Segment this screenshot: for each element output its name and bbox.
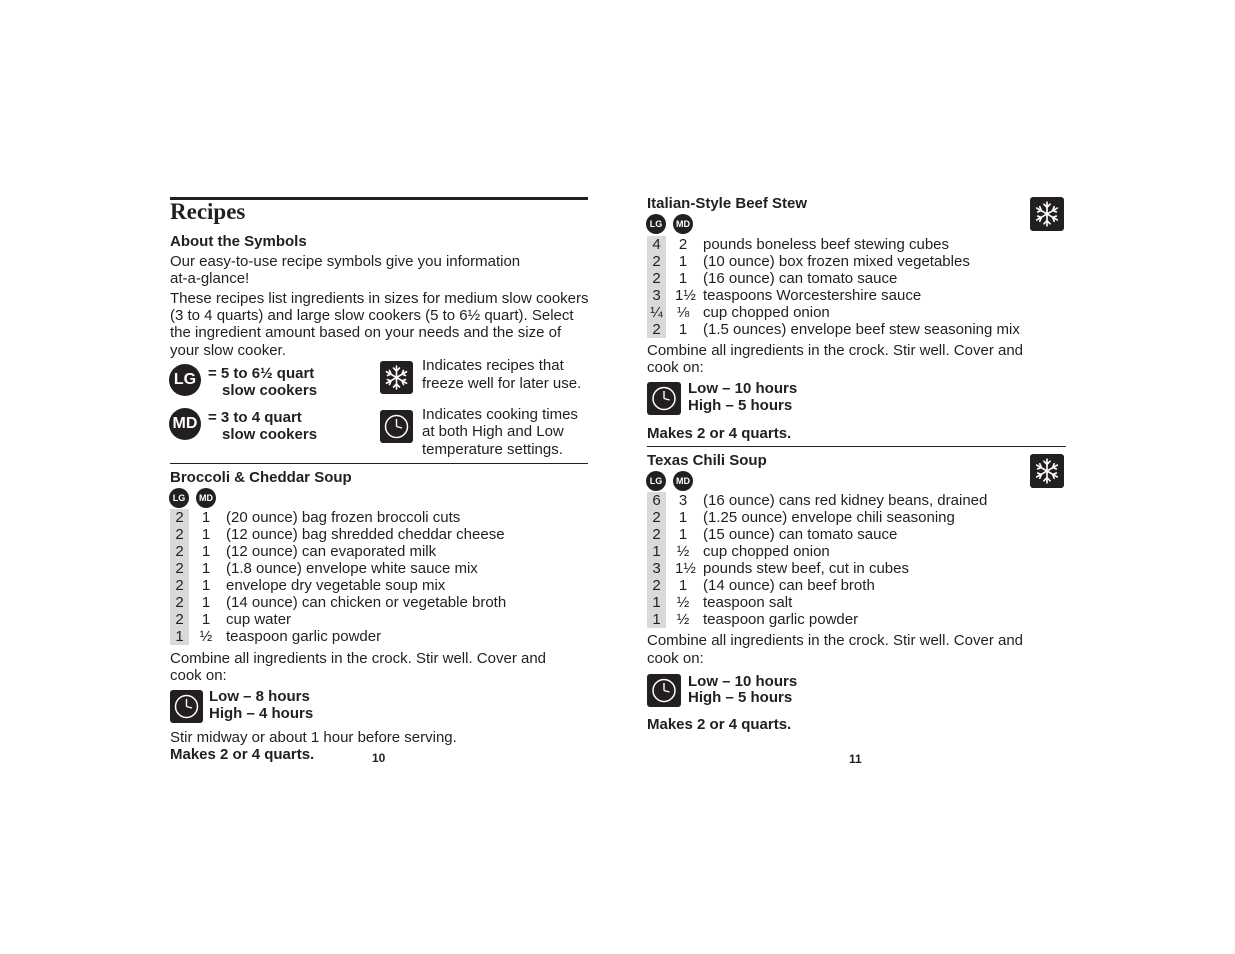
lg-legend-text: slow cookers: [222, 382, 318, 399]
instructions: Combine all ingredients in the crock. Stir well. Cover and: [647, 342, 1024, 359]
high-time: High – 5 hours: [688, 397, 793, 414]
recipe-title: Texas Chili Soup: [647, 452, 767, 469]
lg-amount: 2: [647, 253, 666, 270]
makes-quantity: Makes 2 or 4 quarts.: [647, 425, 792, 442]
md-amount: 1: [201, 611, 211, 628]
intro-line: (3 to 4 quarts) and large slow cookers (5 to 6½ quart). Select: [170, 307, 574, 324]
md-amount: ½: [676, 594, 690, 611]
md-badge-icon: MD: [196, 488, 216, 508]
page-title: Recipes: [170, 199, 246, 224]
instructions: cook on:: [647, 650, 704, 667]
ingredient-text: cup chopped onion: [703, 304, 830, 321]
intro-line: the ingredient amount based on your needs and the size of: [170, 324, 562, 341]
md-amount: 1: [201, 526, 211, 543]
ingredient-text: cup water: [226, 611, 292, 628]
makes-quantity: Makes 2 or 4 quarts.: [647, 716, 792, 733]
makes-quantity: Makes 2 or 4 quarts.: [170, 746, 315, 763]
lg-amount: 2: [647, 509, 666, 526]
clock-icon: [647, 382, 681, 415]
lg-amount: 2: [647, 321, 666, 338]
ingredient-text: (20 ounce) bag frozen broccoli cuts: [226, 509, 461, 526]
ingredient-text: pounds boneless beef stewing cubes: [703, 236, 950, 253]
ingredient-text: cup chopped onion: [703, 543, 830, 560]
md-amount: 1: [201, 594, 211, 611]
md-amount: 2: [678, 236, 688, 253]
ingredient-text: (12 ounce) can evaporated milk: [226, 543, 437, 560]
lg-amount: 2: [170, 577, 189, 594]
lg-badge-icon: LG: [169, 488, 189, 508]
section-divider: [647, 446, 1066, 447]
lg-amount: 2: [647, 526, 666, 543]
md-legend-text: slow cookers: [222, 426, 318, 443]
ingredient-text: teaspoon garlic powder: [703, 611, 859, 628]
ingredient-list: [170, 509, 590, 649]
clock-icon: [380, 410, 413, 443]
instructions: cook on:: [647, 359, 704, 376]
recipe-note: Stir midway or about 1 hour before serving.: [170, 729, 457, 746]
lg-amount: 2: [170, 560, 189, 577]
low-time: Low – 10 hours: [688, 673, 798, 690]
intro-line: These recipes list ingredients in sizes for medium slow cookers: [170, 290, 589, 307]
page-number: 11: [849, 752, 862, 766]
ingredient-text: (1.5 ounces) envelope beef stew seasoning mix: [703, 321, 1020, 338]
md-legend-text: = 3 to 4 quart: [208, 409, 302, 426]
md-amount: 1: [201, 560, 211, 577]
about-heading: About the Symbols: [170, 233, 307, 250]
lg-amount: 1: [647, 594, 666, 611]
snowflake-icon: [1030, 454, 1064, 488]
ingredient-text: (14 ounce) can chicken or vegetable broth: [226, 594, 507, 611]
lg-amount: ¼: [647, 304, 666, 321]
md-badge-icon: MD: [169, 408, 201, 440]
lg-amount: 2: [647, 270, 666, 287]
low-time: Low – 8 hours: [209, 688, 310, 705]
ingredient-text: pounds stew beef, cut in cubes: [703, 560, 909, 577]
ingredient-text: (12 ounce) bag shredded cheddar cheese: [226, 526, 505, 543]
ingredient-text: teaspoons Worcestershire sauce: [703, 287, 922, 304]
ingredient-text: (14 ounce) can beef broth: [703, 577, 875, 594]
lg-amount: 3: [647, 560, 666, 577]
md-amount: ½: [199, 628, 213, 645]
lg-legend-text: = 5 to 6½ quart: [208, 365, 315, 382]
ingredient-text: (16 ounce) can tomato sauce: [703, 270, 898, 287]
md-amount: 1: [201, 543, 211, 560]
page-number: 10: [372, 751, 386, 765]
md-badge-icon: MD: [673, 214, 693, 234]
clock-icon: [647, 674, 681, 707]
md-amount: 1: [678, 253, 688, 270]
time-legend-text: temperature settings.: [422, 441, 563, 458]
recipe-title: Broccoli & Cheddar Soup: [170, 469, 352, 486]
snowflake-icon: [1030, 197, 1064, 231]
md-amount: 1½: [675, 560, 696, 577]
lg-amount: 1: [170, 628, 189, 645]
lg-amount: 6: [647, 492, 666, 509]
md-amount: 1: [678, 577, 688, 594]
high-time: High – 4 hours: [209, 705, 314, 722]
lg-badge-icon: LG: [646, 471, 666, 491]
ingredient-text: (16 ounce) cans red kidney beans, drained: [703, 492, 988, 509]
ingredient-text: (1.25 ounce) envelope chili seasoning: [703, 509, 955, 526]
md-amount: ½: [676, 543, 690, 560]
md-amount: 1½: [675, 287, 696, 304]
lg-amount: 4: [647, 236, 666, 253]
lg-amount: 2: [170, 594, 189, 611]
md-amount: 1: [678, 526, 688, 543]
lg-badge-icon: LG: [646, 214, 666, 234]
lg-amount: 3: [647, 287, 666, 304]
ingredient-text: (1.8 ounce) envelope white sauce mix: [226, 560, 478, 577]
md-amount: ½: [676, 611, 690, 628]
ingredient-text: teaspoon salt: [703, 594, 793, 611]
intro-line: your slow cooker.: [170, 342, 286, 359]
instructions: Combine all ingredients in the crock. Stir well. Cover and: [647, 632, 1024, 649]
md-amount: 1: [201, 509, 211, 526]
time-legend-text: at both High and Low: [422, 423, 564, 440]
ingredient-text: envelope dry vegetable soup mix: [226, 577, 446, 594]
ingredient-text: (15 ounce) can tomato sauce: [703, 526, 898, 543]
md-amount: 3: [678, 492, 688, 509]
high-time: High – 5 hours: [688, 689, 793, 706]
recipe-title: Italian-Style Beef Stew: [647, 195, 808, 212]
lg-amount: 2: [170, 611, 189, 628]
lg-amount: 2: [647, 577, 666, 594]
instructions: Combine all ingredients in the crock. Stir well. Cover and: [170, 650, 547, 667]
intro-line: Our easy-to-use recipe symbols give you information: [170, 253, 521, 270]
instructions: cook on:: [170, 667, 227, 684]
md-amount: 1: [678, 509, 688, 526]
section-divider: [170, 463, 588, 464]
clock-icon: [170, 690, 203, 723]
intro-line: at-a-glance!: [170, 270, 250, 287]
lg-badge-icon: LG: [169, 364, 201, 396]
snowflake-icon: [380, 361, 413, 394]
freeze-legend-text: Indicates recipes that: [422, 357, 564, 374]
ingredient-list: [647, 236, 1067, 340]
ingredient-list: [647, 492, 1067, 632]
ingredient-text: teaspoon garlic powder: [226, 628, 382, 645]
ingredient-text: (10 ounce) box frozen mixed vegetables: [703, 253, 970, 270]
md-amount: 1: [678, 270, 688, 287]
freeze-legend-text: freeze well for later use.: [422, 375, 582, 392]
lg-amount: 1: [647, 543, 666, 560]
md-amount: 1: [678, 321, 688, 338]
lg-amount: 2: [170, 543, 189, 560]
md-amount: ⅛: [676, 304, 690, 321]
low-time: Low – 10 hours: [688, 380, 798, 397]
md-amount: 1: [201, 577, 211, 594]
time-legend-text: Indicates cooking times: [422, 406, 578, 423]
md-badge-icon: MD: [673, 471, 693, 491]
lg-amount: 1: [647, 611, 666, 628]
lg-amount: 2: [170, 526, 189, 543]
lg-amount: 2: [170, 509, 189, 526]
